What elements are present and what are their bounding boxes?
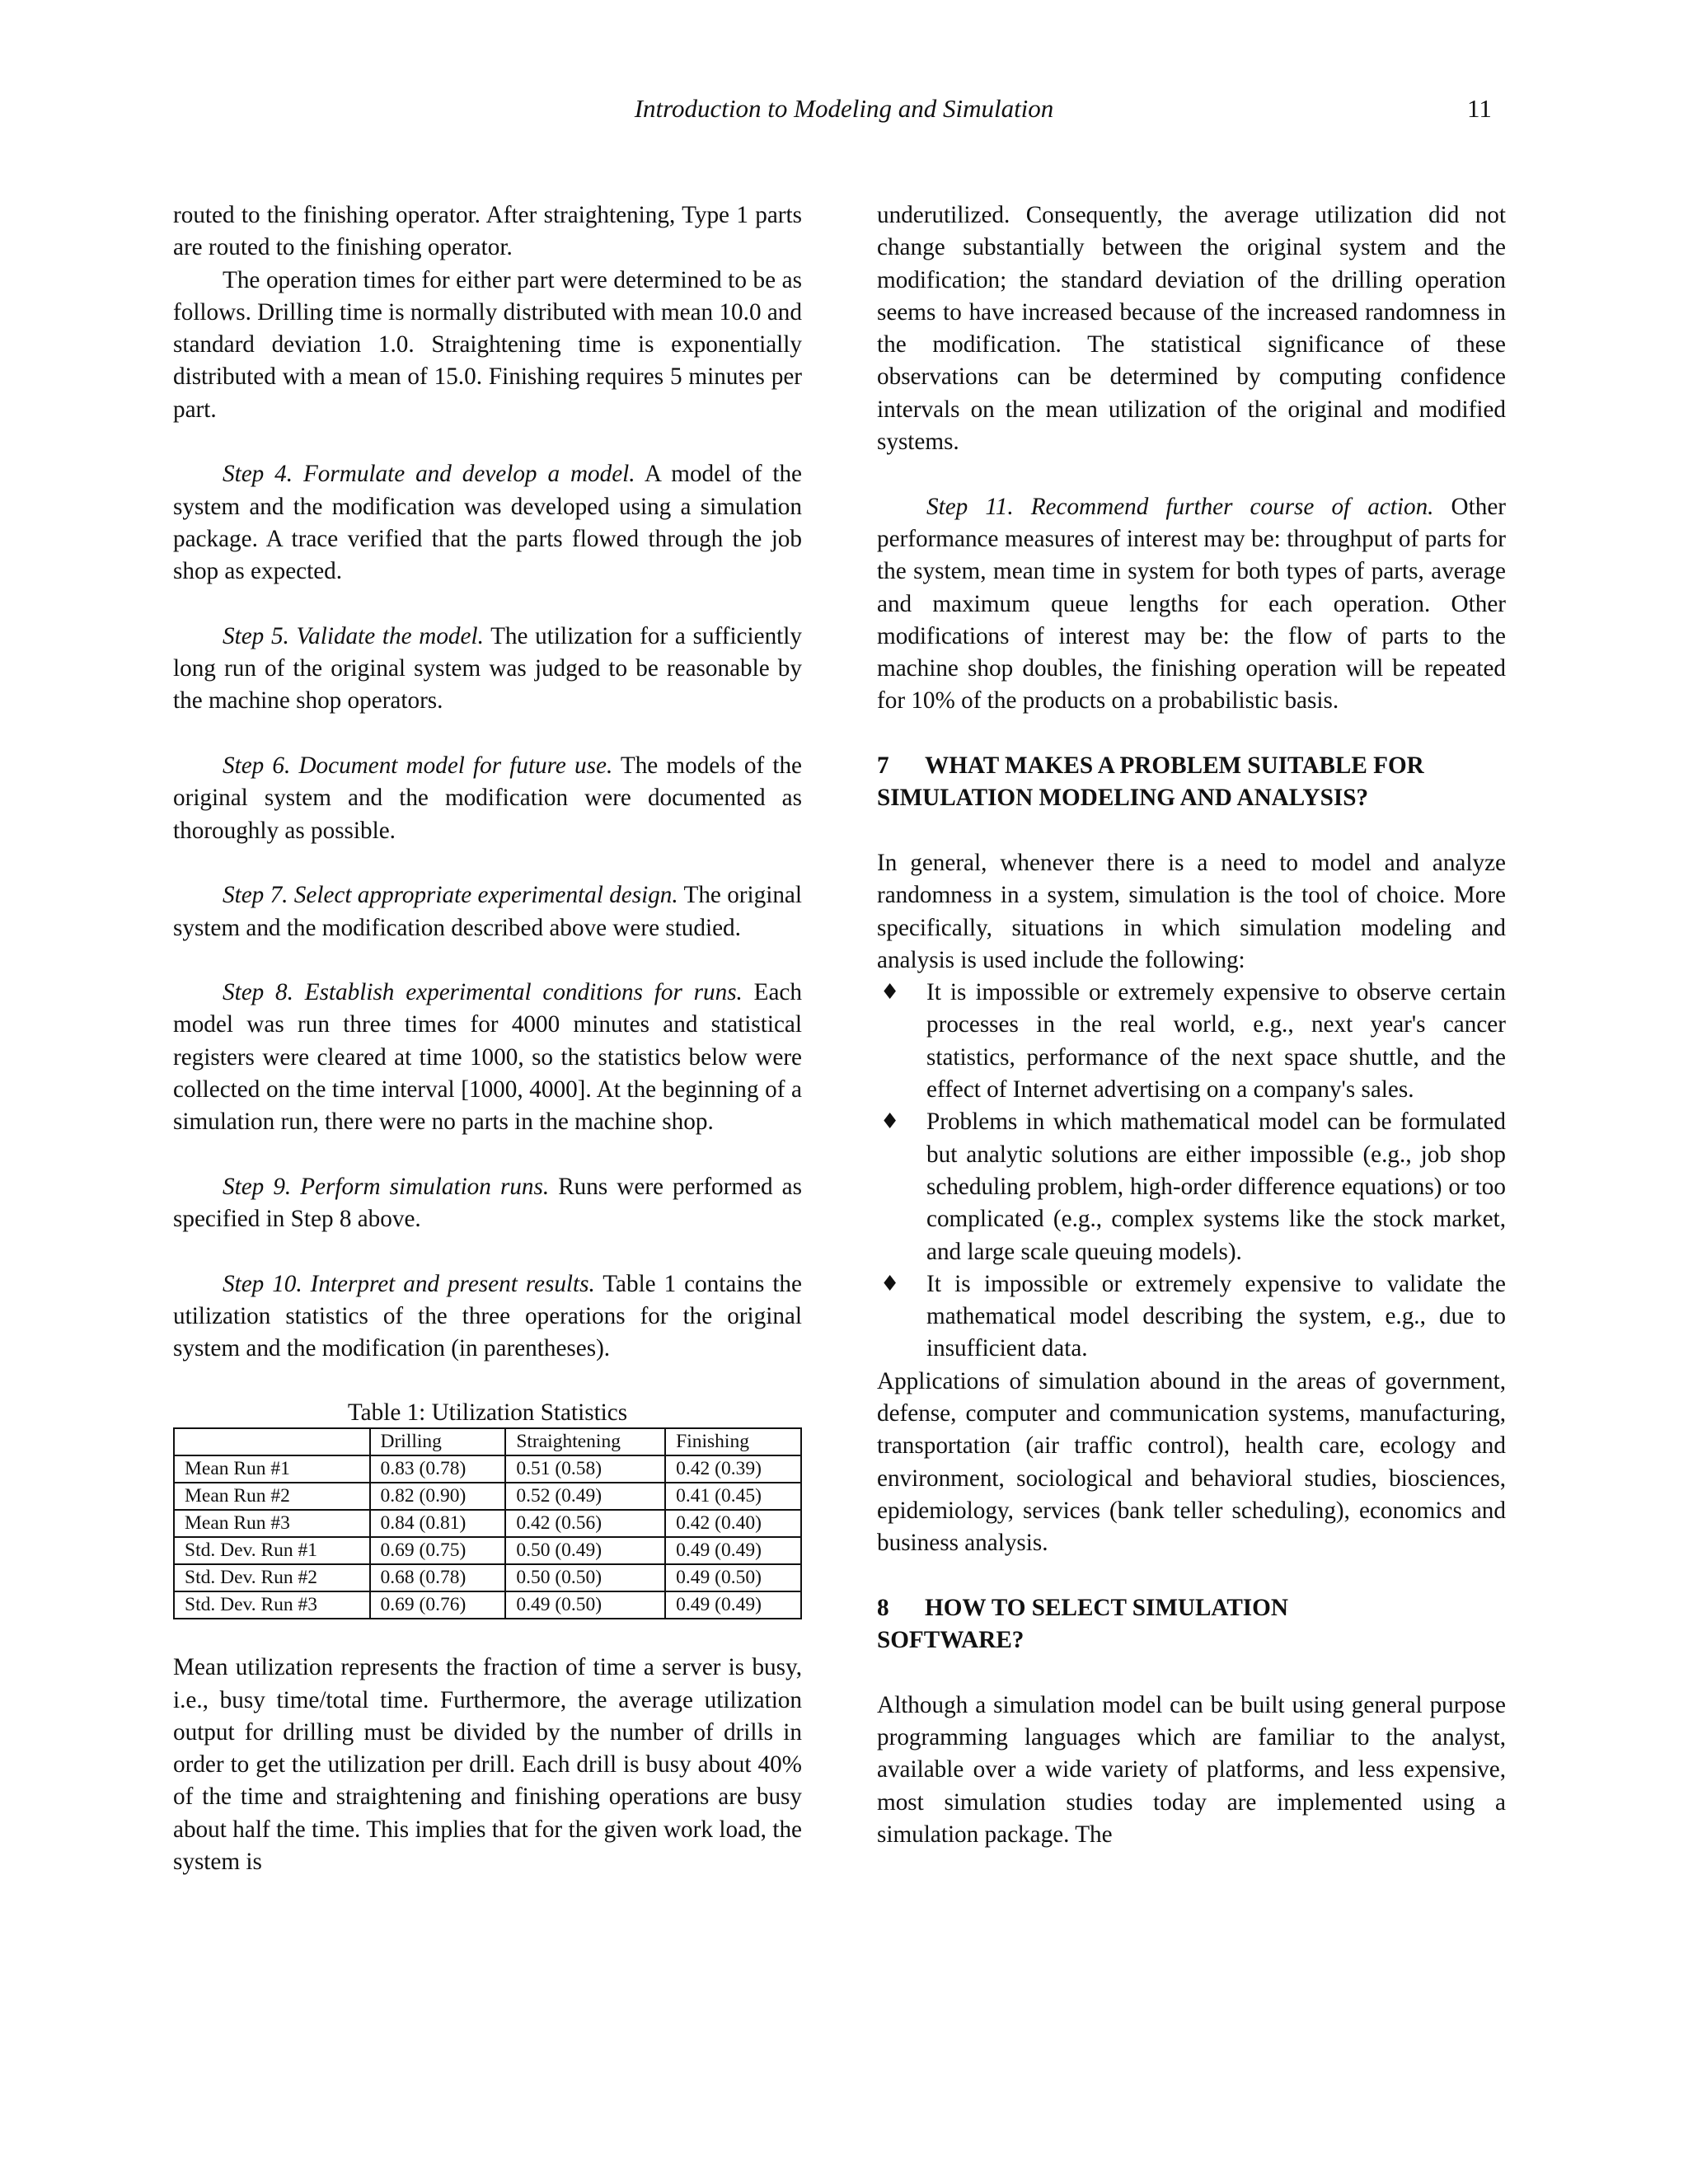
- table-cell: 0.52 (0.49): [505, 1483, 665, 1510]
- table-cell: 0.49 (0.49): [665, 1591, 801, 1619]
- table-cell: 0.50 (0.49): [505, 1537, 665, 1564]
- step-text: Each model was run three times for 4000 minutes and statistical registers were cleared at time 1000, so the statistics below were collected on the time interval [1000, 4000]. At the beginning of a simulation run, there were no parts in the machine shop.: [173, 979, 802, 1136]
- table-row: [174, 1455, 801, 1483]
- table-cell: 0.50 (0.50): [505, 1564, 665, 1591]
- list-item-text: Problems in which mathematical model can be formulated but analytic solutions are either impossible (e.g., job shop scheduling problem, high-order difference equations) or too complicated (e.g., complex systems like the stock market, and large scale queuing models).: [926, 1108, 1506, 1265]
- table-row: [174, 1591, 801, 1619]
- step-11-paragraph: [877, 491, 1506, 718]
- step-label: Step 8. Establish experimental conditions for runs.: [223, 979, 743, 1006]
- table-cell: 0.84 (0.81): [370, 1510, 506, 1537]
- right-column: [877, 199, 1506, 1851]
- diamond-bullet-icon: ♦: [880, 1109, 900, 1135]
- step-text: Runs were performed as specified in Step 8 above.: [173, 1173, 802, 1233]
- step-text: Other performance measures of interest may be: throughput of parts for the system, mean time in system for both types of parts, average and maximum queue lengths for each operation. Other modifications of interest may be: the flow of parts to the machine shop doubles, the finishing operation will be repeated for 10% of the products on a probabilistic basis.: [877, 493, 1506, 715]
- step-label: Step 5. Validate the model.: [223, 622, 484, 649]
- utilization-table: [173, 1427, 802, 1619]
- table-header-row: [174, 1428, 801, 1455]
- table-cell: 0.49 (0.50): [665, 1564, 801, 1591]
- step-label: Step 9. Perform simulation runs.: [223, 1173, 550, 1200]
- table-cell: Std. Dev. Run #3: [174, 1591, 370, 1619]
- list-item: [877, 977, 1506, 1106]
- section-title-line: SOFTWARE?: [877, 1627, 1025, 1654]
- table-cell: 0.69 (0.76): [370, 1591, 506, 1619]
- table-header-cell: [174, 1428, 370, 1455]
- section-title-line: HOW TO SELECT SIMULATION: [925, 1594, 1288, 1621]
- paragraph: Applications of simulation abound in the areas of government, defense, computer and communication systems, manufacturing, transportation (air traffic control), health care, ecology and environment, sociological and behavioral studies, biosciences, epidemiology, services (bank teller scheduling), economics and business analysis.: [877, 1367, 1506, 1557]
- diamond-bullet-icon: ♦: [880, 980, 900, 1005]
- table-cell: 0.42 (0.39): [665, 1455, 801, 1483]
- bullet-list: [877, 977, 1506, 1366]
- step-label: Step 6. Document model for future use.: [223, 752, 613, 780]
- section-number: 8: [877, 1594, 889, 1621]
- diamond-bullet-icon: ♦: [880, 1271, 900, 1296]
- table-cell: 0.42 (0.40): [665, 1510, 801, 1537]
- step-label: Step 7. Select appropriate experimental design.: [223, 882, 678, 909]
- step-8-paragraph: [173, 977, 802, 1138]
- step-text: Table 1 contains the utilization statistics of the three operations for the original system and the modification (in parentheses).: [173, 1270, 802, 1362]
- step-7-paragraph: [173, 879, 802, 944]
- section-title: WHAT MAKES A PROBLEM SUITABLE FOR SIMULATION MODELING AND ANALYSIS?: [877, 752, 1424, 812]
- table-cell: Std. Dev. Run #2: [174, 1564, 370, 1591]
- table-cell: 0.49 (0.49): [665, 1537, 801, 1564]
- table-cell: Mean Run #3: [174, 1510, 370, 1537]
- list-item-text: It is impossible or extremely expensive to validate the mathematical model describing the system, e.g., due to insufficient data.: [926, 1270, 1506, 1362]
- table-row: [174, 1564, 801, 1591]
- list-item: [877, 1268, 1506, 1366]
- table-cell: Std. Dev. Run #1: [174, 1537, 370, 1564]
- running-header-title: Introduction to Modeling and Simulation: [634, 94, 1054, 123]
- paragraph: routed to the finishing operator. After straightening, Type 1 parts are routed to the finishing operator.: [173, 202, 802, 261]
- step-text: The original system and the modification described above were studied.: [173, 882, 802, 941]
- table-cell: 0.68 (0.78): [370, 1564, 506, 1591]
- paragraph: Although a simulation model can be built using general purpose programming languages which are familiar to the analyst, available over a wide variety of platforms, and less expensive, most simulation studies today are implemented using a simulation package. The: [877, 1691, 1506, 1848]
- table-cell: 0.83 (0.78): [370, 1455, 506, 1483]
- section-7-heading: [877, 750, 1506, 815]
- table-row: [174, 1483, 801, 1510]
- step-label: Step 10. Interpret and present results.: [223, 1270, 595, 1297]
- step-6-paragraph: [173, 750, 802, 847]
- step-4-paragraph: [173, 458, 802, 588]
- table-cell: Mean Run #2: [174, 1483, 370, 1510]
- step-5-paragraph: [173, 621, 802, 718]
- table-cell: 0.82 (0.90): [370, 1483, 506, 1510]
- table-cell: 0.49 (0.50): [505, 1591, 665, 1619]
- table-header-cell: Finishing: [665, 1428, 801, 1455]
- page-number: 11: [1467, 94, 1492, 123]
- step-text: The utilization for a sufficiently long run of the original system was judged to be reasonable by the machine shop operators.: [173, 622, 802, 715]
- table-caption: Table 1: Utilization Statistics: [347, 1399, 628, 1426]
- section-8-heading: [877, 1592, 1506, 1657]
- table-cell: Mean Run #1: [174, 1455, 370, 1483]
- paragraph: Mean utilization represents the fraction of time a server is busy, i.e., busy time/total time. Furthermore, the average utilization output for drilling must be divided by the number of drills in order to get the utilization per drill. Each drill is busy about 40% of the time and straightening and finishing operations are busy about half the time. This implies that for the given work load, the system is: [173, 1654, 802, 1876]
- list-item: [877, 1106, 1506, 1268]
- step-9-paragraph: [173, 1171, 802, 1236]
- list-item-text: It is impossible or extremely expensive to observe certain processes in the real world, e.g., next year's cancer statistics, performance of the next space shuttle, and the effect of Internet advertising on a company's sales.: [926, 979, 1506, 1104]
- left-column: [173, 199, 802, 1878]
- paragraph: underutilized. Consequently, the average utilization did not change substantially between the original system and the modification; the standard deviation of the drilling operation seems to have increased because of the increased randomness in the modification. The statistical significance of these observations can be determined by computing confidence intervals on the mean utilization of the original and modified systems.: [877, 202, 1506, 456]
- step-label: Step 4. Formulate and develop a model.: [223, 461, 635, 488]
- step-10-paragraph: [173, 1268, 802, 1366]
- table-cell: 0.51 (0.58): [505, 1455, 665, 1483]
- step-text: The models of the original system and the modification were documented as thoroughly as possible.: [173, 752, 802, 844]
- table-row: [174, 1537, 801, 1564]
- section-number: 7: [877, 752, 889, 780]
- step-label: Step 11. Recommend further course of action.: [926, 493, 1434, 520]
- paragraph: The operation times for either part were determined to be as follows. Drilling time is normally distributed with mean 10.0 and standard deviation 1.0. Straightening time is exponentially distributed with a mean of 15.0. Finishing requires 5 minutes per part.: [173, 266, 802, 423]
- step-text: A model of the system and the modification was developed using a simulation package. A trace verified that the parts flowed through the job shop as expected.: [173, 461, 802, 585]
- table-row: [174, 1510, 801, 1537]
- table-cell: 0.41 (0.45): [665, 1483, 801, 1510]
- table-header-cell: Straightening: [505, 1428, 665, 1455]
- table-header-cell: Drilling: [370, 1428, 506, 1455]
- table-cell: 0.42 (0.56): [505, 1510, 665, 1537]
- paragraph: In general, whenever there is a need to model and analyze randomness in a system, simulation is the tool of choice. More specifically, situations in which simulation modeling and analysis is used include the following:: [877, 849, 1506, 973]
- table-cell: 0.69 (0.75): [370, 1537, 506, 1564]
